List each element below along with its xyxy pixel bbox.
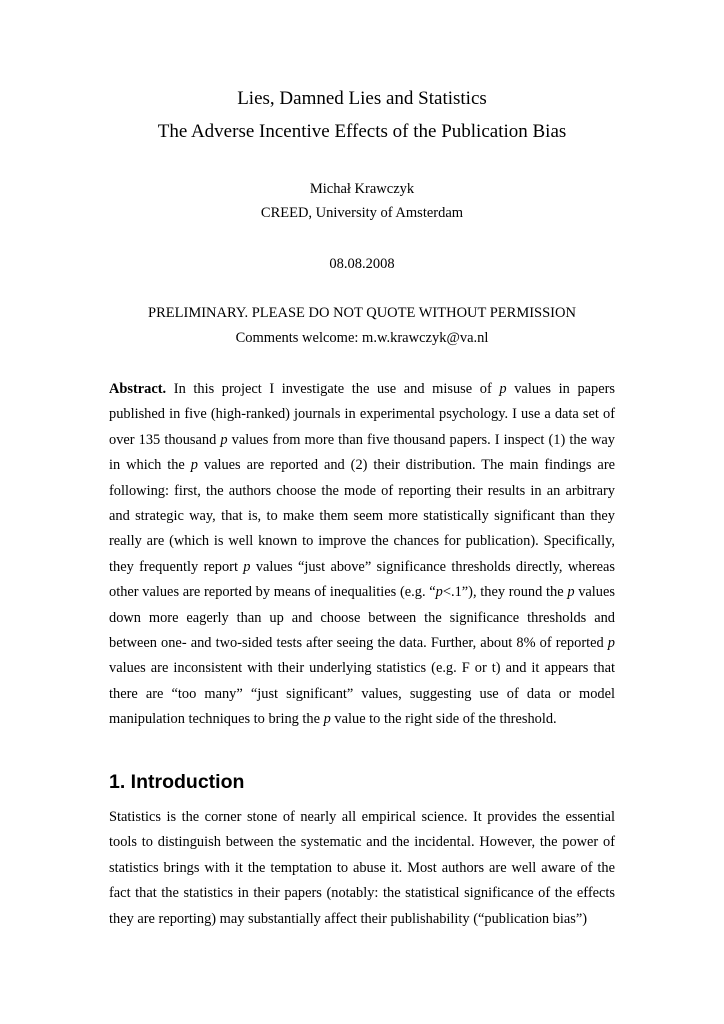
p-symbol: p <box>607 635 615 652</box>
p-symbol: p <box>567 584 575 601</box>
p-symbol: p <box>323 711 331 728</box>
abstract-text: values from more than five thousand papers. I inspect (1) the way in which the <box>109 431 615 474</box>
abstract-text: values “just above” significance thresholds directly, whereas other values are reported by means of inequalities (e.g. “ <box>109 558 615 601</box>
abstract-text: values are inconsistent with their underlying statistics (e.g. F or t) and it appears that there are “too many” “just significant” values, suggesting use of data or model manipulation techniques to bring the <box>109 660 615 728</box>
comments-contact: Comments welcome: m.w.krawczyk@va.nl <box>235 330 489 346</box>
abstract-text: values in papers published in five (high-ranked) journals in experimental psychology. I use a data set of over 135 thousand <box>109 381 615 448</box>
abstract-text: values are reported and (2) their distribution. The main findings are following: first, the authors choose the mode of reporting their results in an arbitrary and strategic way, that is, to make them seem more statistically significant than they really are (which is well known to improve the chances for publication). Specifically, they frequently report <box>109 457 615 575</box>
paper-title-line1: Lies, Damned Lies and Statistics <box>237 88 487 109</box>
abstract-paragraph <box>109 377 615 733</box>
paper-date: 08.08.2008 <box>329 256 395 272</box>
abstract-text: values down more eagerly than up and choose between the significance thresholds and between one- and two-sided tests after seeing the data. Further, about 8% of reported <box>109 584 615 652</box>
p-symbol: p <box>243 558 251 575</box>
introduction-paragraph: Statistics is the corner stone of nearly all empirical science. It provides the essential tools to distinguish between the systematic and the incidental. However, the power of statistics brings with it the temptation to abuse it. Most authors are well aware of the fact that the statistics in their papers (notably: the statistical significance of the effects they are reporting) may substantially affect their publishability (“publication bias”) <box>109 809 615 927</box>
p-symbol: p <box>220 431 228 448</box>
abstract-text: value to the right side of the threshold. <box>330 711 557 728</box>
paper-title-line2: The Adverse Incentive Effects of the Publication Bias <box>157 121 567 142</box>
abstract-text: In this project I investigate the use and misuse of <box>166 381 500 397</box>
p-symbol: p <box>499 381 507 397</box>
p-symbol: p <box>435 584 443 601</box>
section-heading-introduction: 1. Introduction <box>109 771 245 793</box>
p-symbol: p <box>190 457 198 474</box>
abstract-label: Abstract. <box>109 381 167 397</box>
author-affiliation: CREED, University of Amsterdam <box>260 205 464 221</box>
author-name: Michał Krawczyk <box>309 181 415 197</box>
abstract-text: <.1”), they round the <box>442 584 568 601</box>
preliminary-notice: PRELIMINARY. PLEASE DO NOT QUOTE WITHOUT PERMISSION <box>148 305 576 321</box>
